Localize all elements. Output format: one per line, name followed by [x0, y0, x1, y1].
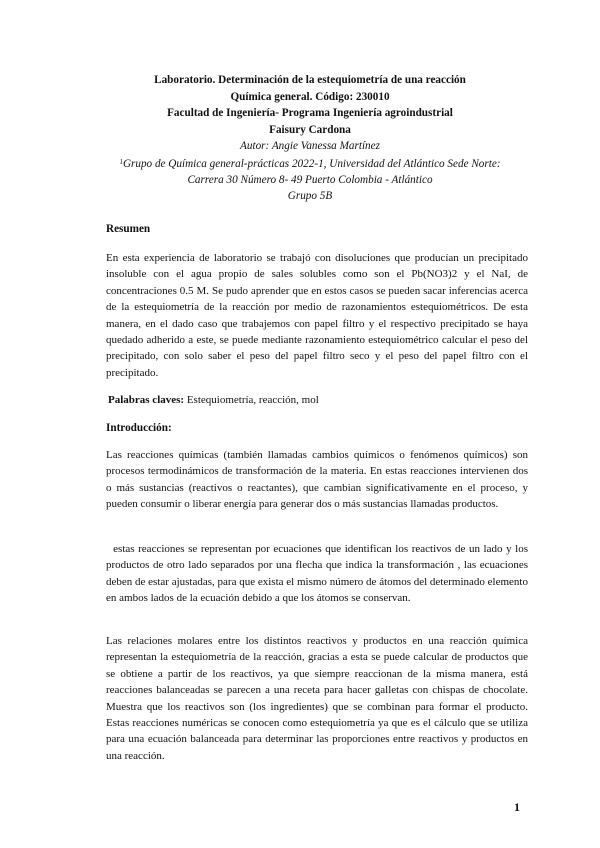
intro-paragraph-2: estas reacciones se representan por ecuaciones que identifican los reactivos de un lado y los productos de otro lado separados por una flecha que indica la transformación , las ecuaciones deben de estar ajustadas, para que exista el mismo número de átomos del determinado elemento en ambos lados de la ecuación debido a que los átomos se conservan.	[106, 543, 531, 605]
group-line: Grupo 5B	[287, 190, 333, 202]
intro-paragraph-3: Las relaciones molares entre los distintos reactivos y productos en una reacción química representan la estequiometría de la reacción, gracias a esta se puede calcular de productos que se obtiene a partir de los reactivos, ya que siempre reaccionan de la misma manera, está reacciones balanceadas se parecen a una receta para hacer galletas con chispas de chocolate. Muestra que los reactivos son (los ingredientes) que se combinan para formar el producto. Estas reacciones numéricas se conocen como estequiometría ya que es el cálculo que se utiliza para una ecuación balanceada para determinar las proporciones entre reactivos y productos en una reacción.	[106, 635, 528, 762]
author-line: Autor: Angie Vanessa Martínez	[240, 140, 380, 152]
title-line-1: Laboratorio. Determinación de la estequiometría de una reacción	[154, 74, 466, 86]
affiliation-line-1	[100, 154, 520, 172]
title-line-2: Química general. Código: 230010	[230, 90, 390, 103]
abstract-heading: Resumen	[106, 223, 151, 235]
intro-paragraph-1: Las reacciones químicas (también llamadas cambios químicos o fenómenos químicos) son procesos termodinámicos de transformación de la materia. En estas reacciones intervienen dos o más sustancias (reactivos o reactantes), que cambian significativamente en el proceso, y pueden consumir o liberar energía para generar dos o más sustancias llamadas productos.	[106, 449, 528, 511]
keywords-line	[108, 393, 319, 407]
affiliation-text-1: Grupo de Química general-prácticas 2022-1, Universidad del Atlántico Sede Norte:	[122, 158, 501, 170]
page-number: 1	[514, 800, 520, 814]
affiliation-line-2: Carrera 30 Número 8- 49 Puerto Colombia - Atlántico	[187, 174, 433, 186]
student-name: Faisury Cardona	[269, 123, 351, 136]
faculty-line: Facultad de Ingeniería- Programa Ingeniería agroindustrial	[167, 107, 453, 119]
introduction-heading: Introducción:	[106, 422, 172, 434]
abstract-paragraph: En esta experiencia de laboratorio se trabajó con disoluciones que producían un precipitado insoluble con el agua propio de sales solubles como son el Pb(NO3)2 y el NaI, de concentraciones 0.5 M. Se pudo aprender que en estos casos se pueden sacar inferencias acerca de la estequiometría de la reacción por medio de razonamientos estequiométricos. De esta manera, en el dado caso que trabajemos con papel filtro y el respectivo precipitado se haya quedado adherido a este, se puede mediante razonamiento estequiométrico calcular el peso del precipitado, con solo saber el peso del papel filtro seco y el peso del papel filtro con el precipitado.	[106, 252, 528, 379]
affiliation-marker: 1	[119, 158, 123, 166]
keywords-text: Estequiometría, reacción, mol	[186, 394, 319, 406]
keywords-label: Palabras claves:	[108, 394, 185, 406]
document-header	[100, 72, 520, 204]
